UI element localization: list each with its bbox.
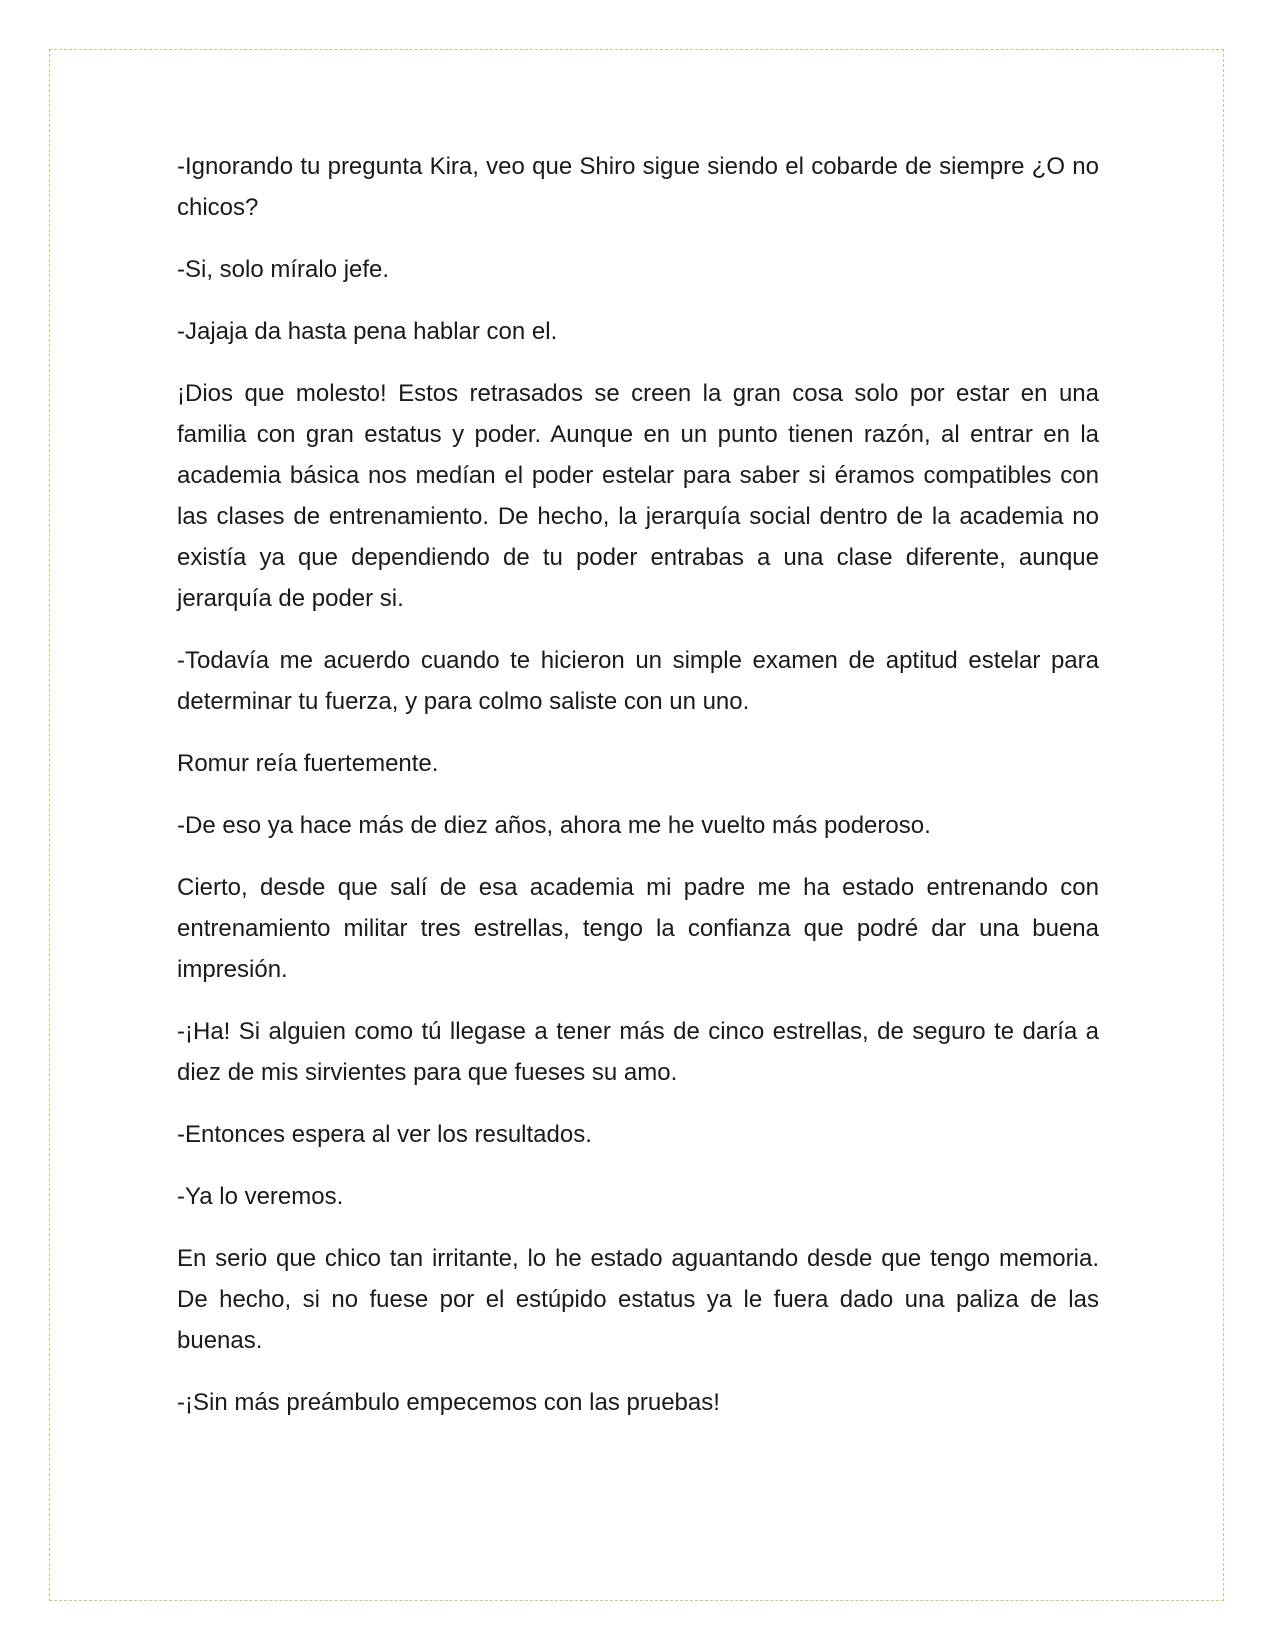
paragraph: -Jajaja da hasta pena hablar con el. — [177, 318, 558, 345]
paragraph: -De eso ya hace más de diez años, ahora me he vuelto más poderoso. — [177, 812, 931, 839]
paragraph: -¡Ha! Si alguien como tú llegase a tener más de cinco estrellas, de seguro te daría a diez de mis sirvientes para que fueses su amo. — [177, 1018, 1099, 1086]
paragraph: Cierto, desde que salí de esa academia mi padre me ha estado entrenando con entrenamiento militar tres estrellas, tengo la confianza que podré dar una buena impresión. — [177, 874, 1099, 983]
paragraph: -Entonces espera al ver los resultados. — [177, 1121, 592, 1148]
paragraph: En serio que chico tan irritante, lo he estado aguantando desde que tengo memoria. De hecho, si no fuese por el estúpido estatus ya le fuera dado una paliza de las buenas. — [177, 1245, 1099, 1354]
document-body — [177, 146, 1099, 1444]
paragraph: -Si, solo míralo jefe. — [177, 256, 390, 283]
paragraph: -¡Sin más preámbulo empecemos con las pruebas! — [177, 1389, 720, 1416]
paragraph: -Ignorando tu pregunta Kira, veo que Shiro sigue siendo el cobarde de siempre ¿O no chicos? — [177, 153, 1099, 221]
paragraph: Romur reía fuertemente. — [177, 750, 439, 777]
paragraph: ¡Dios que molesto! Estos retrasados se creen la gran cosa solo por estar en una familia con gran estatus y poder. Aunque en un punto tienen razón, al entrar en la academia básica nos medían el poder estelar para saber si éramos compatibles con las clases de entrenamiento. De hecho, la jerarquía social dentro de la academia no existía ya que dependiendo de tu poder entrabas a una clase diferente, aunque jerarquía de poder si. — [177, 380, 1099, 612]
paragraph: -Ya lo veremos. — [177, 1183, 344, 1210]
paragraph: -Todavía me acuerdo cuando te hicieron un simple examen de aptitud estelar para determinar tu fuerza, y para colmo saliste con un uno. — [177, 647, 1099, 715]
